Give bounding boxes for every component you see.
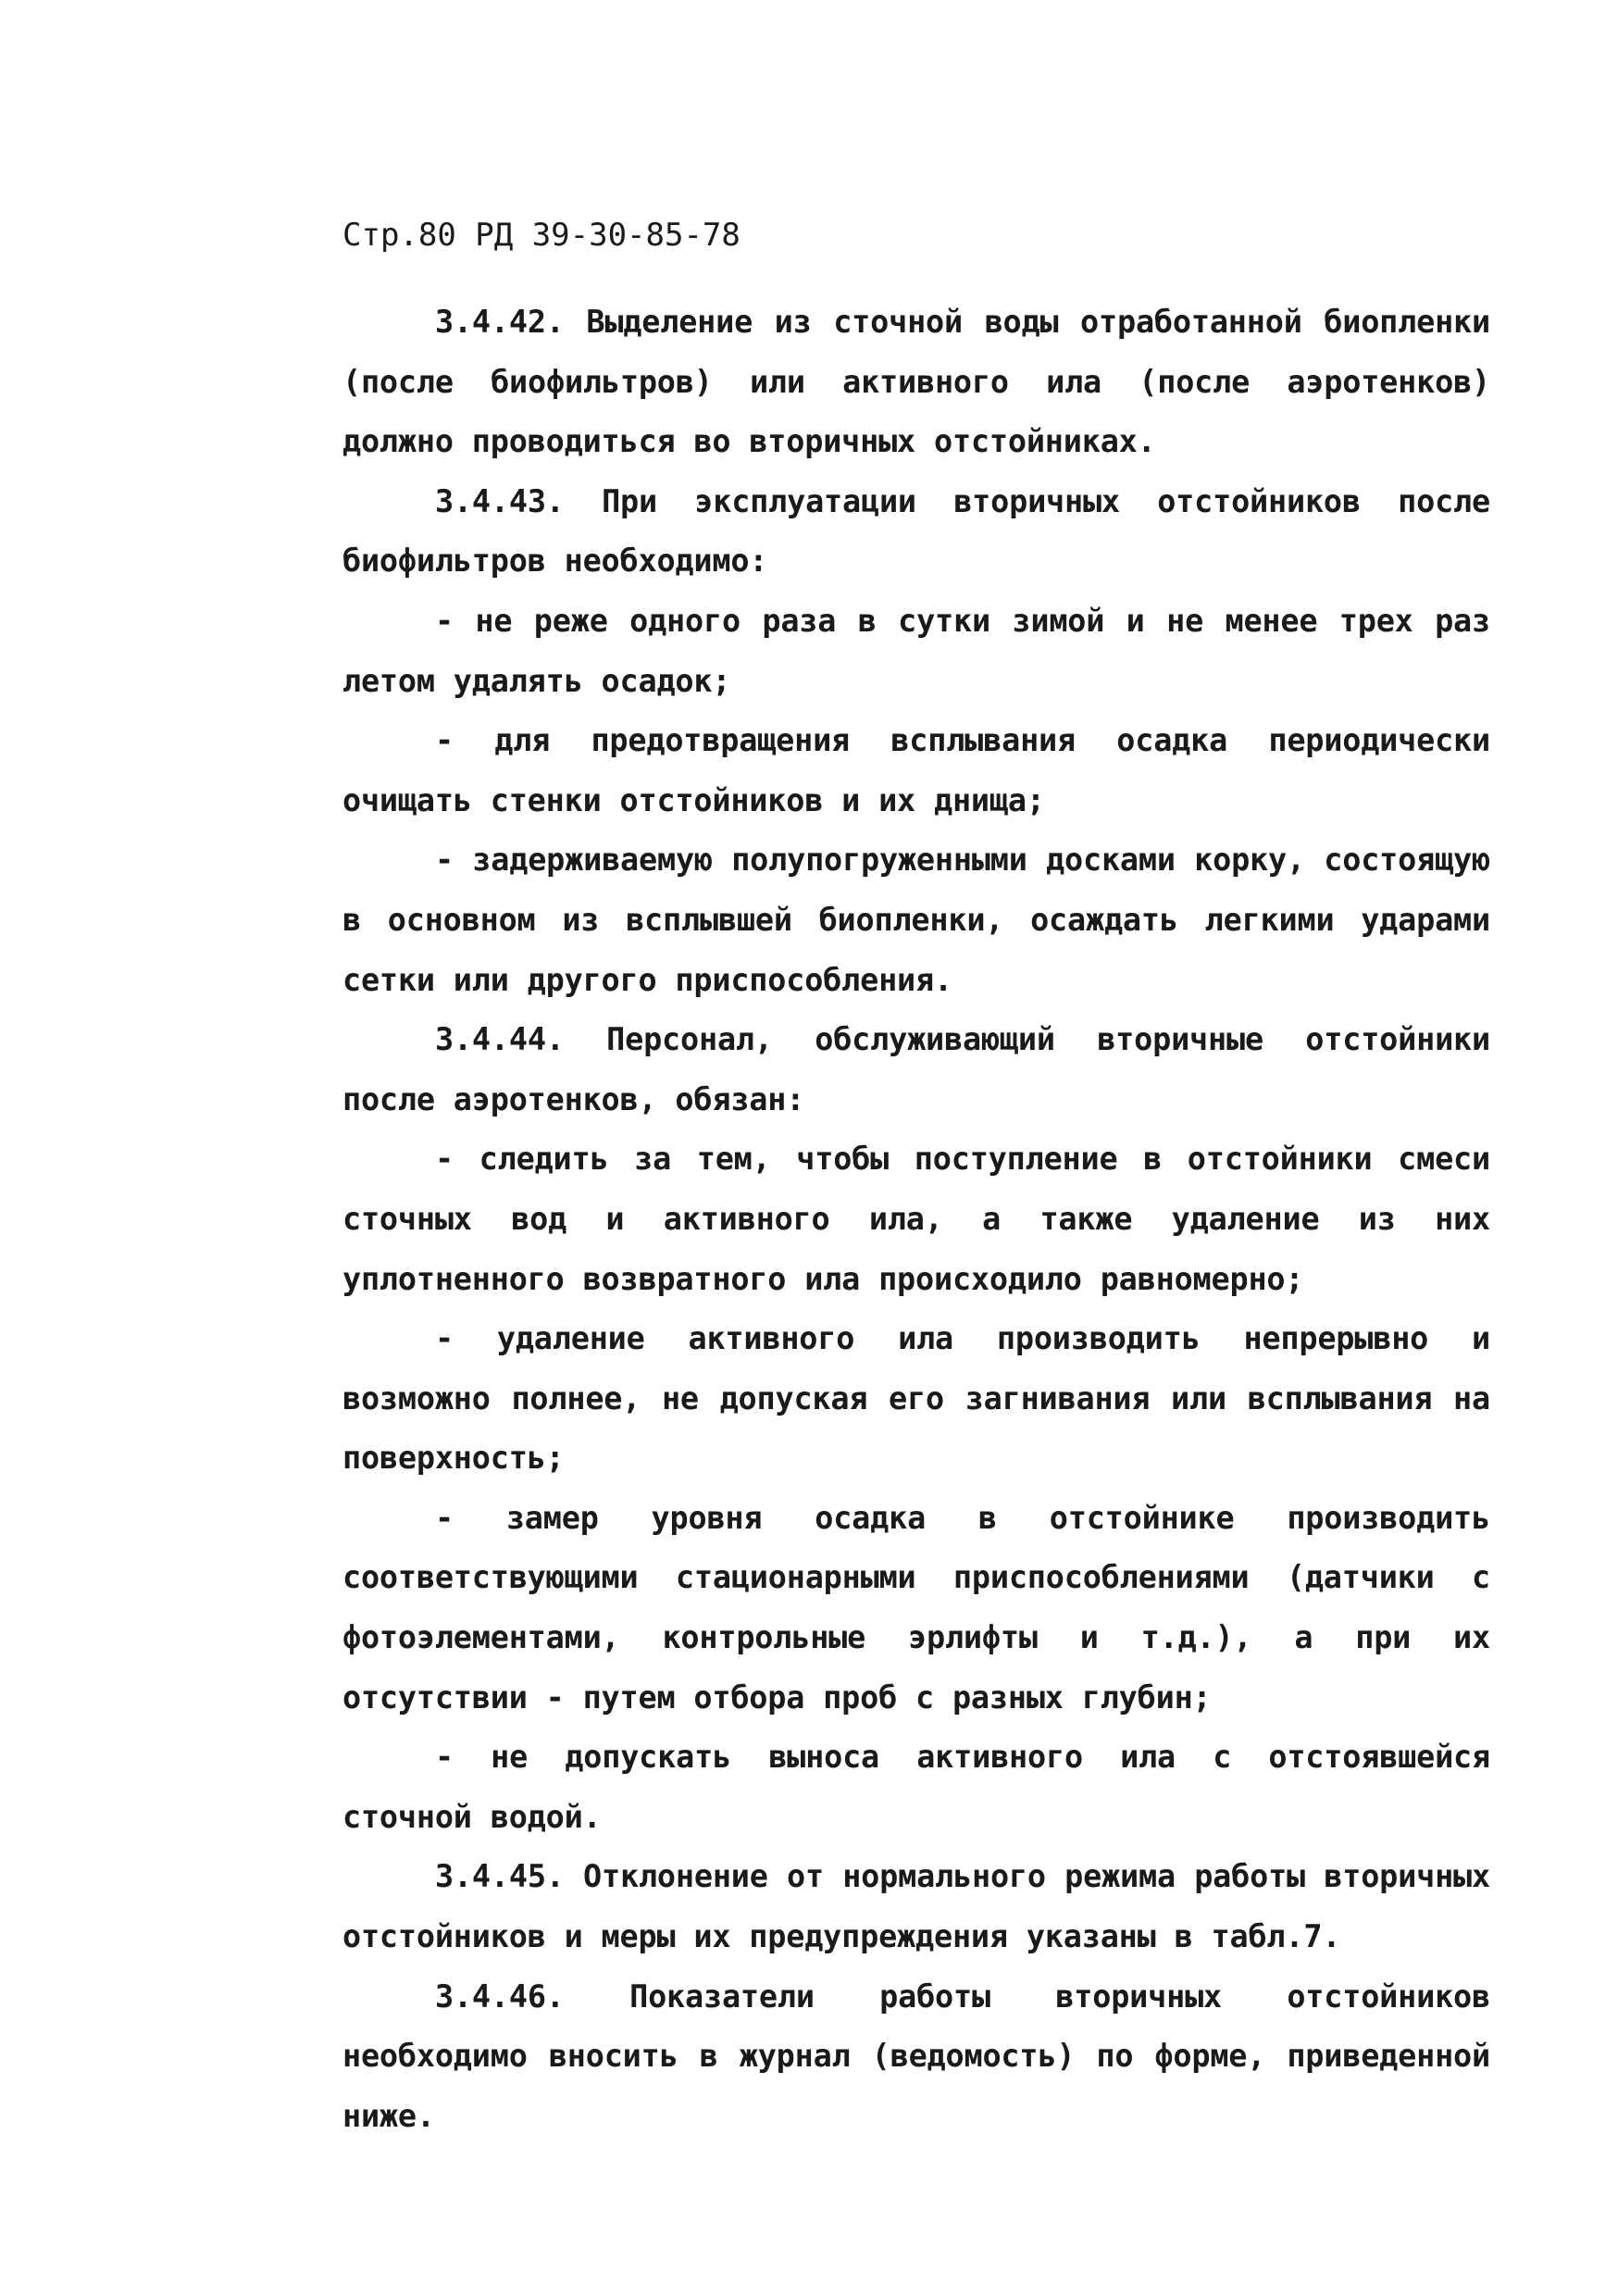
list-item: - задерживаемую полупогруженными досками корку, состоящую в основном из всплывшей биопленки, осаждать легкими ударами сетки или другого приспособления. xyxy=(342,842,1490,998)
paragraph-3-4-45: 3.4.45. Отклонение от нормального режима работы вторичных отстойников и меры их предупреждения указаны в табл.7. xyxy=(342,1858,1490,1955)
list-item: - следить за тем, чтобы поступление в отстойники смеси сточных вод и активного ила, а также удаление из них уплотненного возвратного ила происходило равномерно; xyxy=(342,1141,1490,1297)
list-item: - не допускать выноса активного ила с отстоявшейся сточной водой. xyxy=(342,1739,1490,1835)
page-text xyxy=(342,206,1490,2146)
page-header: Стр.80 РД 39-30-85-78 xyxy=(342,217,741,254)
list-item: - замер уровня осадка в отстойнике производить соответствующими стационарными приспособлениями (датчики с фотоэлементами, контрольные эрлифты и т.д.), а при их отсутствии - путем отбора проб с разных глубин; xyxy=(342,1499,1490,1716)
list-item: - для предотвращения всплывания осадка периодически очищать стенки отстойников и их днища; xyxy=(342,722,1490,818)
list-item: - удаление активного ила производить непрерывно и возможно полнее, не допуская его загнивания или всплывания на поверхность; xyxy=(342,1320,1490,1477)
paragraph-3-4-43: 3.4.43. При эксплуатации вторичных отстойников после биофильтров необходимо: xyxy=(342,482,1490,580)
paragraph-3-4-44: 3.4.44. Персонал, обслуживающий вторичные отстойники после аэротенков, обязан: xyxy=(342,1021,1490,1117)
paragraph-3-4-46: 3.4.46. Показатели работы вторичных отстойников необходимо вносить в журнал (ведомость) по форме, приведенной ниже. xyxy=(342,1978,1490,2134)
list-item: - не реже одного раза в сутки зимой и не менее трех раз летом удалять осадок; xyxy=(342,602,1490,699)
paragraph-3-4-42: 3.4.42. Выделение из сточной воды отработанной биопленки (после биофильтров) или активного ила (после аэротенков) должно проводиться во вторичных отстойниках. xyxy=(342,304,1490,460)
